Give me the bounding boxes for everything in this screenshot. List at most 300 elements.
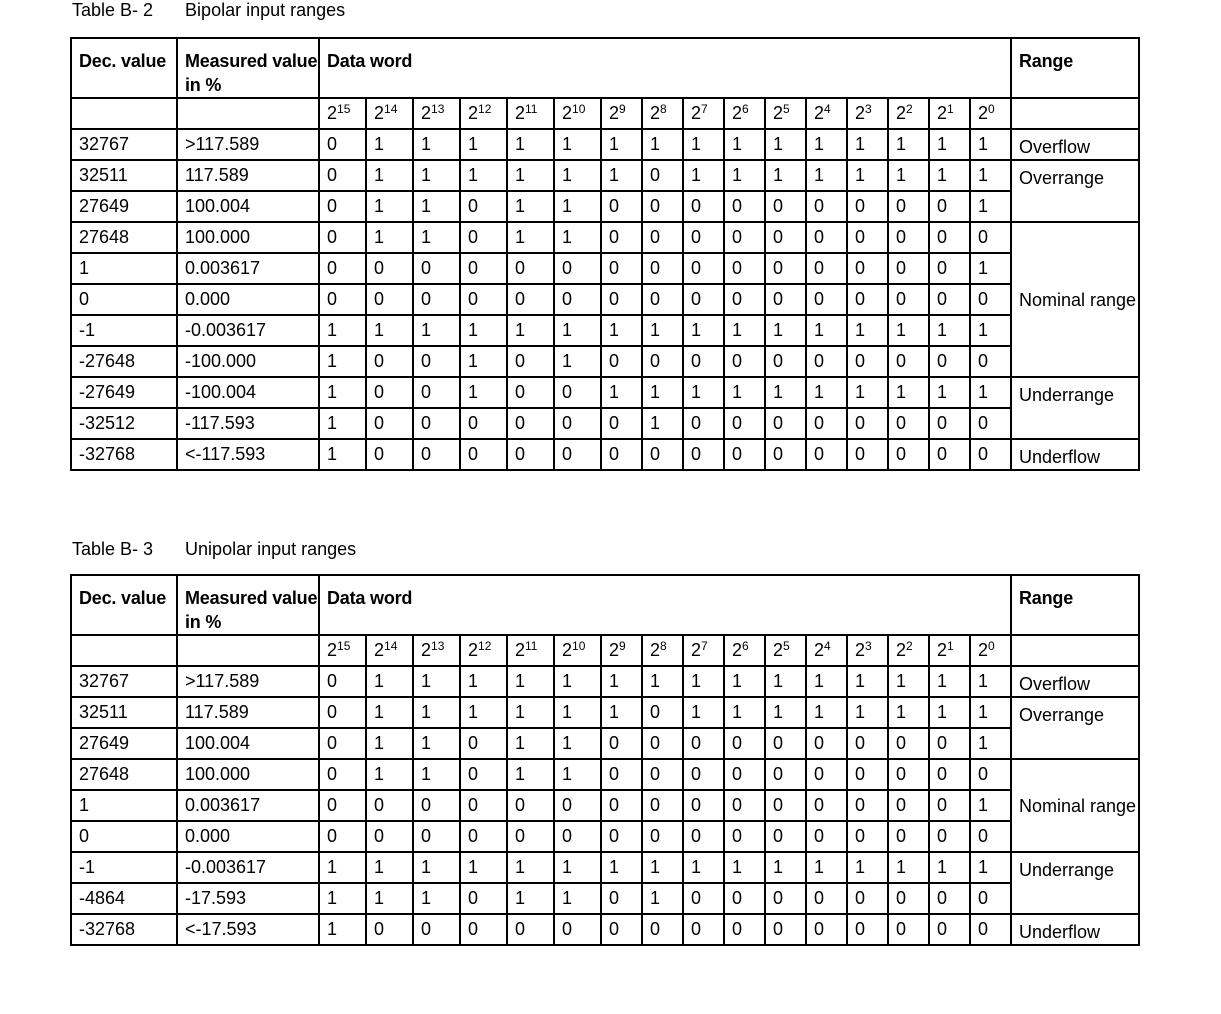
bit-cell: 0 xyxy=(970,408,1011,439)
table-row xyxy=(71,315,1139,346)
bit-cell: 1 xyxy=(554,883,601,914)
dec-value-cell: -1 xyxy=(71,852,177,883)
bit-cell: 0 xyxy=(413,914,460,945)
measured-value-cell: >117.589 xyxy=(177,129,319,160)
bit-cell: 0 xyxy=(847,728,888,759)
bit-cell: 1 xyxy=(319,883,366,914)
dec-value-cell: -27649 xyxy=(71,377,177,408)
bit-cell: 0 xyxy=(806,284,847,315)
bit-cell: 0 xyxy=(460,191,507,222)
bit-cell: 0 xyxy=(765,728,806,759)
bit-weight-base: 2 xyxy=(896,103,907,123)
bit-weight-base: 2 xyxy=(732,640,743,660)
bit-weight-cell xyxy=(970,98,1011,129)
bit-weight-cell xyxy=(554,635,601,666)
bit-cell: 1 xyxy=(460,852,507,883)
bit-cell: 0 xyxy=(507,377,554,408)
bit-weight-base: 2 xyxy=(896,640,907,660)
bit-cell: 0 xyxy=(601,821,642,852)
bit-cell: 0 xyxy=(507,821,554,852)
bit-weight-cell xyxy=(888,635,929,666)
dec-value-cell: 1 xyxy=(71,253,177,284)
bit-weight-cell xyxy=(929,635,970,666)
bit-cell: 0 xyxy=(319,821,366,852)
dec-value-cell: -32768 xyxy=(71,914,177,945)
bit-cell: 0 xyxy=(413,253,460,284)
bit-cell: 1 xyxy=(806,666,847,697)
table-row xyxy=(71,253,1139,284)
bit-weight-exponent: 4 xyxy=(824,639,831,653)
measured-value-cell: -117.593 xyxy=(177,408,319,439)
range-header: Range xyxy=(1011,575,1139,635)
bit-cell: 1 xyxy=(554,315,601,346)
bit-cell: 1 xyxy=(888,315,929,346)
bit-cell: 1 xyxy=(683,160,724,191)
table-row xyxy=(71,191,1139,222)
dec-value-cell: -27648 xyxy=(71,346,177,377)
measured-value-header: Measured value in % xyxy=(177,575,319,635)
bit-cell: 0 xyxy=(929,821,970,852)
bit-weight-cell xyxy=(847,98,888,129)
bit-weight-cell xyxy=(366,635,413,666)
bit-weight-cell xyxy=(319,98,366,129)
bit-cell: 0 xyxy=(319,728,366,759)
bit-cell: 1 xyxy=(554,222,601,253)
dec-value-cell: 32767 xyxy=(71,666,177,697)
bit-cell: 0 xyxy=(642,914,683,945)
bit-cell: 0 xyxy=(806,821,847,852)
bit-cell: 0 xyxy=(847,883,888,914)
bit-cell: 1 xyxy=(724,666,765,697)
bit-cell: 0 xyxy=(683,284,724,315)
table-row xyxy=(71,346,1139,377)
bit-weight-cell xyxy=(929,98,970,129)
bit-cell: 1 xyxy=(970,315,1011,346)
table-row xyxy=(71,222,1139,253)
bit-weight-exponent: 5 xyxy=(783,639,790,653)
bit-cell: 1 xyxy=(724,160,765,191)
bit-cell: 1 xyxy=(847,160,888,191)
table-row xyxy=(71,883,1139,914)
bit-weight-base: 2 xyxy=(650,103,661,123)
bit-cell: 0 xyxy=(724,191,765,222)
range-cell: Underrange xyxy=(1011,852,1139,914)
bit-cell: 0 xyxy=(847,821,888,852)
header-row xyxy=(71,575,1139,635)
bit-weight-base: 2 xyxy=(374,103,385,123)
bit-cell: 1 xyxy=(554,129,601,160)
bit-cell: 0 xyxy=(507,253,554,284)
bit-cell: 0 xyxy=(460,439,507,470)
bit-cell: 0 xyxy=(724,821,765,852)
bit-cell: 1 xyxy=(507,883,554,914)
bit-cell: 1 xyxy=(642,883,683,914)
bit-cell: 1 xyxy=(601,129,642,160)
bit-cell: 1 xyxy=(413,191,460,222)
empty-cell xyxy=(1011,635,1139,666)
bit-cell: 1 xyxy=(929,666,970,697)
bit-cell: 1 xyxy=(806,160,847,191)
bit-weight-exponent: 2 xyxy=(906,639,913,653)
bit-cell: 0 xyxy=(724,439,765,470)
bit-cell: 0 xyxy=(601,439,642,470)
bit-weight-exponent: 7 xyxy=(701,102,708,116)
measured-value-cell: <-117.593 xyxy=(177,439,319,470)
bit-cell: 0 xyxy=(806,728,847,759)
bit-cell: 1 xyxy=(507,222,554,253)
bit-cell: 1 xyxy=(765,129,806,160)
bit-cell: 1 xyxy=(806,852,847,883)
bit-cell: 1 xyxy=(413,697,460,728)
bit-weight-exponent: 8 xyxy=(660,102,667,116)
bit-cell: 0 xyxy=(601,790,642,821)
dec-value-header: Dec. value xyxy=(71,575,177,635)
dec-value-cell: 27649 xyxy=(71,728,177,759)
bit-cell: 0 xyxy=(366,439,413,470)
bit-cell: 0 xyxy=(507,346,554,377)
bit-cell: 0 xyxy=(366,377,413,408)
table-row xyxy=(71,821,1139,852)
bit-cell: 1 xyxy=(929,697,970,728)
bit-cell: 0 xyxy=(601,346,642,377)
bit-cell: 0 xyxy=(847,346,888,377)
range-cell: Overrange xyxy=(1011,160,1139,222)
bit-cell: 1 xyxy=(460,697,507,728)
bit-cell: 0 xyxy=(724,253,765,284)
bit-weight-cell xyxy=(724,98,765,129)
bit-cell: 1 xyxy=(970,697,1011,728)
bit-cell: 1 xyxy=(319,377,366,408)
bit-cell: 0 xyxy=(460,759,507,790)
bit-cell: 0 xyxy=(413,346,460,377)
bit-cell: 1 xyxy=(366,697,413,728)
bit-cell: 0 xyxy=(683,728,724,759)
bit-weight-base: 2 xyxy=(773,103,784,123)
bit-cell: 0 xyxy=(413,284,460,315)
bit-cell: 1 xyxy=(319,852,366,883)
bit-weight-base: 2 xyxy=(691,103,702,123)
bit-cell: 0 xyxy=(888,284,929,315)
bit-weight-cell xyxy=(888,98,929,129)
bit-weight-exponent: 8 xyxy=(660,639,667,653)
bit-weight-exponent: 0 xyxy=(988,639,995,653)
bit-cell: 0 xyxy=(929,728,970,759)
bit-weight-base: 2 xyxy=(855,103,866,123)
bit-cell: 0 xyxy=(806,408,847,439)
bit-weight-cell xyxy=(970,635,1011,666)
bit-cell: 1 xyxy=(319,408,366,439)
bit-cell: 1 xyxy=(888,697,929,728)
bit-weight-cell xyxy=(847,635,888,666)
bit-cell: 0 xyxy=(765,253,806,284)
table-row xyxy=(71,852,1139,883)
bit-cell: 0 xyxy=(642,728,683,759)
bit-weight-base: 2 xyxy=(650,640,661,660)
bit-weight-exponent: 14 xyxy=(384,639,398,653)
bit-cell: 1 xyxy=(554,346,601,377)
bit-cell: 0 xyxy=(554,377,601,408)
range-cell: Underflow xyxy=(1011,914,1139,945)
bit-cell: 1 xyxy=(642,377,683,408)
bit-weight-base: 2 xyxy=(374,640,385,660)
bit-cell: 0 xyxy=(554,439,601,470)
bit-cell: 0 xyxy=(554,253,601,284)
bit-cell: 0 xyxy=(319,284,366,315)
bit-cell: 0 xyxy=(724,883,765,914)
bit-cell: 0 xyxy=(847,191,888,222)
bit-cell: 0 xyxy=(929,222,970,253)
bit-cell: 0 xyxy=(601,191,642,222)
bit-cell: 0 xyxy=(683,914,724,945)
bit-cell: 0 xyxy=(460,821,507,852)
bit-cell: 1 xyxy=(888,852,929,883)
dec-value-cell: -1 xyxy=(71,315,177,346)
bit-weight-cell xyxy=(724,635,765,666)
bit-cell: 0 xyxy=(366,914,413,945)
bit-cell: 1 xyxy=(460,346,507,377)
bit-cell: 0 xyxy=(847,253,888,284)
bit-cell: 0 xyxy=(413,821,460,852)
bit-weight-cell xyxy=(765,98,806,129)
bit-weight-base: 2 xyxy=(609,640,620,660)
bit-cell: 1 xyxy=(554,666,601,697)
measured-value-cell: 100.004 xyxy=(177,728,319,759)
bit-cell: 1 xyxy=(507,759,554,790)
dec-value-cell: 0 xyxy=(71,284,177,315)
bit-cell: 1 xyxy=(460,160,507,191)
bit-weight-cell xyxy=(460,635,507,666)
bit-cell: 0 xyxy=(601,883,642,914)
bit-cell: 1 xyxy=(366,883,413,914)
bit-cell: 1 xyxy=(970,852,1011,883)
bit-cell: 1 xyxy=(460,315,507,346)
bit-weight-cell xyxy=(765,635,806,666)
bit-cell: 0 xyxy=(554,790,601,821)
bit-cell: 1 xyxy=(413,852,460,883)
dec-value-cell: 27648 xyxy=(71,222,177,253)
bit-weight-base: 2 xyxy=(814,640,825,660)
bit-cell: 1 xyxy=(642,666,683,697)
bit-cell: 0 xyxy=(765,222,806,253)
bit-cell: 0 xyxy=(554,821,601,852)
bit-weight-base: 2 xyxy=(814,103,825,123)
bit-cell: 1 xyxy=(507,728,554,759)
bit-weight-base: 2 xyxy=(937,640,948,660)
dec-value-cell: 32511 xyxy=(71,697,177,728)
bit-weight-exponent: 11 xyxy=(525,639,538,653)
bit-weight-exponent: 7 xyxy=(701,639,708,653)
bit-cell: 0 xyxy=(724,408,765,439)
bit-cell: 0 xyxy=(806,914,847,945)
bit-cell: 0 xyxy=(970,914,1011,945)
bit-cell: 0 xyxy=(642,759,683,790)
measured-value-cell: 0.003617 xyxy=(177,253,319,284)
bit-cell: 0 xyxy=(507,790,554,821)
bit-weight-exponent: 10 xyxy=(572,102,586,116)
range-cell: Underrange xyxy=(1011,377,1139,439)
bit-cell: 0 xyxy=(888,191,929,222)
bit-weight-exponent: 4 xyxy=(824,102,831,116)
bit-cell: 0 xyxy=(413,790,460,821)
bit-cell: 0 xyxy=(554,408,601,439)
bit-weight-exponent: 10 xyxy=(572,639,586,653)
bit-cell: 0 xyxy=(888,883,929,914)
bit-cell: 0 xyxy=(460,728,507,759)
bit-cell: 1 xyxy=(683,129,724,160)
bit-cell: 0 xyxy=(642,697,683,728)
caption-number: Table B- 3 xyxy=(72,539,154,559)
bit-cell: 0 xyxy=(888,346,929,377)
bit-cell: 1 xyxy=(319,315,366,346)
caption-title: Bipolar input ranges xyxy=(185,0,346,20)
bit-cell: 0 xyxy=(724,759,765,790)
bit-weight-exponent: 12 xyxy=(478,102,492,116)
bit-weight-base: 2 xyxy=(609,103,620,123)
bit-cell: 1 xyxy=(847,697,888,728)
bit-cell: 1 xyxy=(413,759,460,790)
bit-weight-exponent: 13 xyxy=(431,102,445,116)
range-header: Range xyxy=(1011,38,1139,98)
bit-weight-base: 2 xyxy=(327,640,338,660)
table-row xyxy=(71,914,1139,945)
bit-cell: 1 xyxy=(847,852,888,883)
bit-cell: 0 xyxy=(460,253,507,284)
bit-cell: 0 xyxy=(507,439,554,470)
measured-value-cell: -0.003617 xyxy=(177,852,319,883)
bit-cell: 1 xyxy=(642,315,683,346)
bit-cell: 1 xyxy=(554,191,601,222)
bit-weight-base: 2 xyxy=(691,640,702,660)
bit-cell: 0 xyxy=(970,439,1011,470)
dec-value-cell: 32767 xyxy=(71,129,177,160)
bit-cell: 1 xyxy=(366,160,413,191)
bit-cell: 0 xyxy=(683,191,724,222)
bit-weight-base: 2 xyxy=(978,103,989,123)
bit-cell: 0 xyxy=(642,790,683,821)
bit-cell: 1 xyxy=(929,377,970,408)
bit-cell: 0 xyxy=(765,914,806,945)
empty-cell xyxy=(177,98,319,129)
bit-cell: 0 xyxy=(319,222,366,253)
bit-weight-exponent: 0 xyxy=(988,102,995,116)
bit-cell: 1 xyxy=(507,160,554,191)
measured-value-cell: 100.000 xyxy=(177,222,319,253)
measured-value-cell: <-17.593 xyxy=(177,914,319,945)
bit-cell: 0 xyxy=(847,222,888,253)
bit-cell: 0 xyxy=(642,439,683,470)
bit-cell: 0 xyxy=(366,790,413,821)
bit-cell: 1 xyxy=(765,160,806,191)
bit-cell: 0 xyxy=(888,439,929,470)
bit-weight-exponent: 12 xyxy=(478,639,492,653)
bit-weight-cell xyxy=(460,98,507,129)
bipolar-ranges-table xyxy=(70,37,1140,471)
bit-cell: 1 xyxy=(366,852,413,883)
bit-cell: 0 xyxy=(847,408,888,439)
bit-cell: 0 xyxy=(765,408,806,439)
bit-cell: 0 xyxy=(642,253,683,284)
bit-cell: 0 xyxy=(724,284,765,315)
bit-cell: 0 xyxy=(888,790,929,821)
measured-value-cell: 0.000 xyxy=(177,284,319,315)
bit-weight-exponent: 9 xyxy=(619,639,626,653)
bit-weight-base: 2 xyxy=(421,640,432,660)
bit-cell: 0 xyxy=(929,439,970,470)
bit-cell: 1 xyxy=(683,697,724,728)
empty-cell xyxy=(177,635,319,666)
bit-weight-cell xyxy=(601,98,642,129)
bit-weight-exponent: 3 xyxy=(865,102,872,116)
bit-cell: 0 xyxy=(724,222,765,253)
bit-cell: 0 xyxy=(683,253,724,284)
table-row xyxy=(71,377,1139,408)
bit-cell: 1 xyxy=(683,377,724,408)
bit-cell: 1 xyxy=(929,129,970,160)
bit-cell: 1 xyxy=(601,697,642,728)
bit-cell: 0 xyxy=(806,439,847,470)
range-cell: Nominal range xyxy=(1011,222,1139,377)
bit-cell: 0 xyxy=(366,408,413,439)
bit-cell: 0 xyxy=(460,408,507,439)
range-cell: Nominal range xyxy=(1011,759,1139,852)
bit-weight-exponent: 3 xyxy=(865,639,872,653)
bit-cell: 1 xyxy=(601,666,642,697)
bit-cell: 1 xyxy=(806,377,847,408)
bit-cell: 0 xyxy=(460,790,507,821)
dec-value-cell: -32768 xyxy=(71,439,177,470)
bit-cell: 1 xyxy=(460,377,507,408)
bit-cell: 0 xyxy=(366,284,413,315)
bit-cell: 0 xyxy=(460,883,507,914)
bit-cell: 0 xyxy=(765,191,806,222)
bit-cell: 1 xyxy=(765,315,806,346)
table-row xyxy=(71,284,1139,315)
bit-cell: 1 xyxy=(970,191,1011,222)
bit-weight-exponent: 9 xyxy=(619,102,626,116)
bit-cell: 0 xyxy=(929,408,970,439)
bit-cell: 0 xyxy=(683,759,724,790)
bit-cell: 0 xyxy=(601,728,642,759)
bit-cell: 1 xyxy=(366,759,413,790)
bit-cell: 1 xyxy=(970,129,1011,160)
bit-cell: 1 xyxy=(970,728,1011,759)
dec-value-cell: 0 xyxy=(71,821,177,852)
bit-cell: 0 xyxy=(683,346,724,377)
bit-cell: 1 xyxy=(413,129,460,160)
bit-cell: 1 xyxy=(970,160,1011,191)
bit-weight-cell xyxy=(642,635,683,666)
table-row xyxy=(71,129,1139,160)
range-cell: Underflow xyxy=(1011,439,1139,470)
bit-cell: 1 xyxy=(724,852,765,883)
table-b2-caption xyxy=(72,0,345,21)
bit-cell: 0 xyxy=(413,439,460,470)
bit-cell: 0 xyxy=(765,883,806,914)
bit-cell: 0 xyxy=(683,439,724,470)
bit-cell: 0 xyxy=(888,222,929,253)
bit-weight-base: 2 xyxy=(327,103,338,123)
bit-weight-exponent: 1 xyxy=(947,102,954,116)
bit-cell: 1 xyxy=(413,728,460,759)
bit-cell: 1 xyxy=(413,160,460,191)
measured-value-cell: 117.589 xyxy=(177,160,319,191)
bit-cell: 1 xyxy=(413,883,460,914)
bit-weight-cell xyxy=(507,98,554,129)
range-cell: Overflow xyxy=(1011,129,1139,160)
bit-cell: 1 xyxy=(683,852,724,883)
bit-cell: 0 xyxy=(888,253,929,284)
data-word-header: Data word xyxy=(319,575,1011,635)
